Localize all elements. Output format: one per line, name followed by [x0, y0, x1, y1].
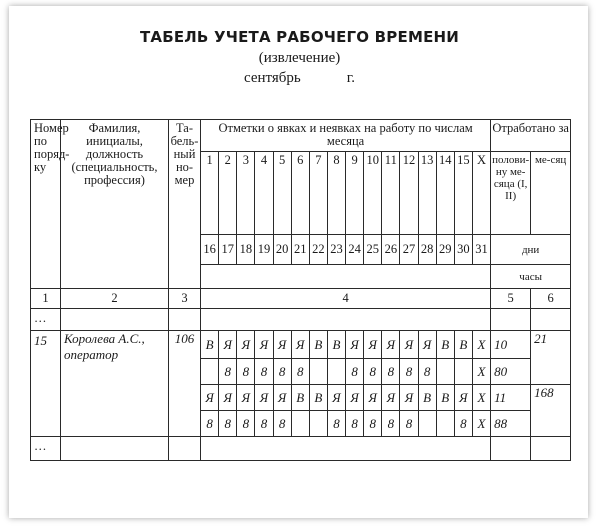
empty-cell — [169, 309, 201, 331]
employee-tab-number: 106 — [169, 331, 201, 437]
empty-cell — [61, 309, 169, 331]
mark-cell: Я — [201, 385, 219, 411]
half-month-value: 88 — [491, 411, 531, 437]
day-header: 22 — [309, 235, 327, 265]
mark-cell: Я — [291, 331, 309, 359]
mark-cell: 8 — [291, 359, 309, 385]
day-header: 29 — [436, 235, 454, 265]
column-number: 5 — [491, 289, 531, 309]
day-header: 5 — [273, 152, 291, 235]
document-subtitle: (извлечение) — [258, 50, 341, 66]
day-header: 15 — [454, 152, 472, 235]
mark-cell: 8 — [219, 411, 237, 437]
mark-cell: Я — [400, 331, 418, 359]
mark-cell — [418, 411, 436, 437]
header-row-1 — [31, 120, 571, 152]
day-header: 27 — [400, 235, 418, 265]
day-header: 30 — [454, 235, 472, 265]
mark-cell: 8 — [237, 359, 255, 385]
day-header: 18 — [237, 235, 255, 265]
mark-cell: Я — [382, 385, 400, 411]
header-tab-number: Та-бель-ный но-мер — [169, 120, 201, 289]
mark-cell: 8 — [327, 411, 345, 437]
empty-cell — [491, 437, 531, 461]
day-header: 17 — [219, 235, 237, 265]
mark-cell: Я — [346, 385, 364, 411]
day-header: 4 — [255, 152, 273, 235]
header-half-month: полови-ну ме-сяца (I, II) — [491, 152, 531, 235]
mark-cell: 8 — [273, 359, 291, 385]
days-spacer — [201, 265, 491, 289]
mark-cell: В — [291, 385, 309, 411]
day-header: 13 — [418, 152, 436, 235]
day-header: 6 — [291, 152, 309, 235]
mark-cell: 8 — [273, 411, 291, 437]
mark-cell: 8 — [255, 411, 273, 437]
employee-number: 15 — [31, 331, 61, 437]
header-name: Фамилия, инициалы, должность (специальность, профессия) — [61, 120, 169, 289]
mark-cell: 8 — [237, 411, 255, 437]
header-worked-for: Отработано за — [491, 120, 571, 152]
day-header: 23 — [327, 235, 345, 265]
mark-cell: 8 — [418, 359, 436, 385]
day-header: 28 — [418, 235, 436, 265]
day-header: 2 — [219, 152, 237, 235]
day-header: 16 — [201, 235, 219, 265]
mark-cell — [201, 359, 219, 385]
mark-cell — [291, 411, 309, 437]
day-header: 14 — [436, 152, 454, 235]
mark-cell: 8 — [382, 411, 400, 437]
day-header: 7 — [309, 152, 327, 235]
day-header: 26 — [382, 235, 400, 265]
day-header: 1 — [201, 152, 219, 235]
mark-cell: Я — [237, 385, 255, 411]
column-number: 3 — [169, 289, 201, 309]
ellipsis: … — [31, 309, 61, 331]
empty-cell — [61, 437, 169, 461]
mark-cell: Я — [273, 331, 291, 359]
mark-cell: Я — [237, 331, 255, 359]
mark-cell: В — [309, 385, 327, 411]
mark-cell: 8 — [219, 359, 237, 385]
day-header: 11 — [382, 152, 400, 235]
empty-cell — [201, 437, 491, 461]
mark-cell: 8 — [382, 359, 400, 385]
empty-cell — [491, 309, 531, 331]
mark-cell: В — [327, 331, 345, 359]
day-header: 24 — [346, 235, 364, 265]
mark-cell: 8 — [346, 411, 364, 437]
mark-cell: В — [436, 331, 454, 359]
mark-cell: Я — [364, 385, 382, 411]
column-numbers-row — [31, 289, 571, 309]
mark-cell: Х — [472, 385, 490, 411]
column-number: 6 — [531, 289, 571, 309]
mark-cell: В — [309, 331, 327, 359]
day-header: 20 — [273, 235, 291, 265]
employee-name: Королева А.С., оператор — [61, 331, 169, 437]
column-number: 2 — [61, 289, 169, 309]
mark-cell — [327, 359, 345, 385]
mark-cell: Я — [418, 331, 436, 359]
day-header: 31 — [472, 235, 490, 265]
mark-cell: 8 — [400, 359, 418, 385]
day-header: X — [472, 152, 490, 235]
day-header: 21 — [291, 235, 309, 265]
day-header: 25 — [364, 235, 382, 265]
ellipsis-row — [31, 437, 571, 461]
mark-cell: Х — [472, 331, 490, 359]
mark-cell: 8 — [346, 359, 364, 385]
timesheet-table — [30, 119, 571, 461]
mark-cell: Х — [472, 411, 490, 437]
mark-cell: Я — [273, 385, 291, 411]
year-suffix: г. — [346, 70, 355, 86]
period-line — [0, 70, 599, 87]
mark-cell — [454, 359, 472, 385]
header-attendance: Отметки о явках и неявках на работу по числам месяца — [201, 120, 491, 152]
mark-cell: Я — [454, 385, 472, 411]
column-number: 4 — [201, 289, 491, 309]
ellipsis-row — [31, 309, 571, 331]
mark-cell: В — [454, 331, 472, 359]
day-header: 10 — [364, 152, 382, 235]
mark-cell — [436, 411, 454, 437]
days-label: дни — [491, 235, 571, 265]
mark-cell: Я — [255, 331, 273, 359]
employee-row — [31, 331, 571, 359]
day-header: 12 — [400, 152, 418, 235]
mark-cell: 8 — [454, 411, 472, 437]
document-title: ТАБЕЛЬ УЧЕТА РАБОЧЕГО ВРЕМЕНИ — [139, 28, 460, 46]
header-order-number: Номер по поряд-ку — [31, 120, 61, 289]
mark-cell: Я — [255, 385, 273, 411]
empty-cell — [531, 437, 571, 461]
column-number: 1 — [31, 289, 61, 309]
period-month: сентябрь — [244, 70, 301, 86]
mark-cell: 8 — [364, 411, 382, 437]
mark-cell — [309, 359, 327, 385]
mark-cell: В — [201, 331, 219, 359]
empty-cell — [201, 309, 491, 331]
mark-cell: В — [418, 385, 436, 411]
mark-cell — [436, 359, 454, 385]
mark-cell: 8 — [255, 359, 273, 385]
empty-cell — [531, 309, 571, 331]
mark-cell: 8 — [201, 411, 219, 437]
day-header: 8 — [327, 152, 345, 235]
mark-cell: Я — [346, 331, 364, 359]
half-month-value: 11 — [491, 385, 531, 411]
mark-cell: Х — [472, 359, 490, 385]
day-header: 9 — [346, 152, 364, 235]
mark-cell: Я — [327, 385, 345, 411]
ellipsis: … — [31, 437, 61, 461]
mark-cell: Я — [219, 331, 237, 359]
mark-cell: Я — [382, 331, 400, 359]
mark-cell: Я — [400, 385, 418, 411]
empty-cell — [169, 437, 201, 461]
mark-cell: 8 — [400, 411, 418, 437]
header-month: ме-сяц — [531, 152, 571, 235]
mark-cell: В — [436, 385, 454, 411]
mark-cell — [309, 411, 327, 437]
day-header: 3 — [237, 152, 255, 235]
day-header: 19 — [255, 235, 273, 265]
half-month-value: 10 — [491, 331, 531, 359]
month-hours: 168 — [531, 385, 571, 437]
mark-cell: Я — [364, 331, 382, 359]
month-days: 21 — [531, 331, 571, 385]
mark-cell: 8 — [364, 359, 382, 385]
hours-label: часы — [491, 265, 571, 289]
mark-cell: Я — [219, 385, 237, 411]
half-month-value: 80 — [491, 359, 531, 385]
